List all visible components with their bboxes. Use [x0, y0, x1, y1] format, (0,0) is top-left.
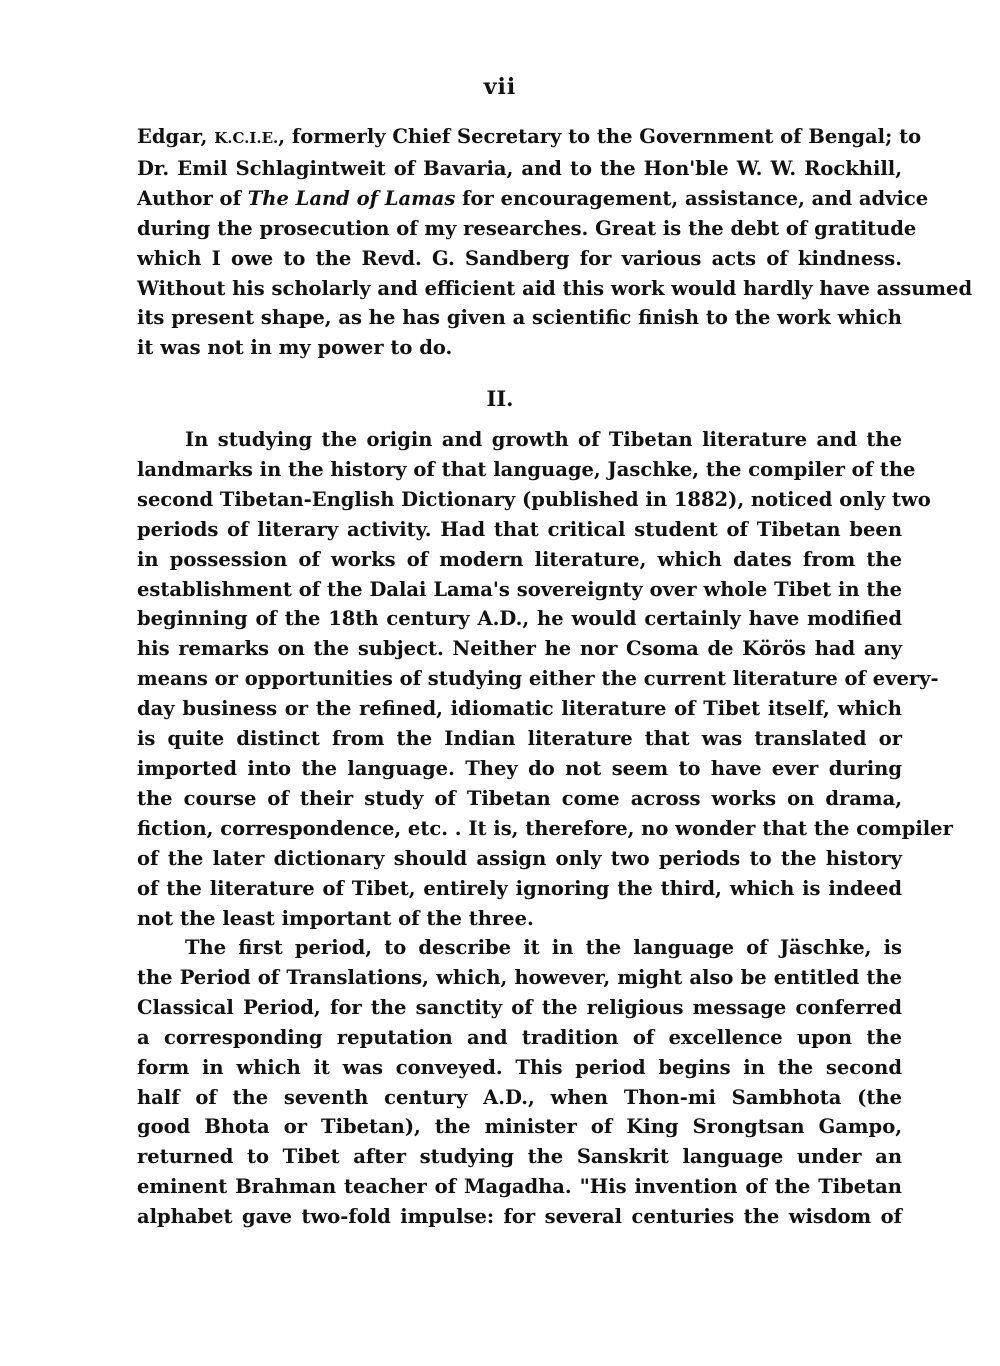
text-line: good Bhota or Tibetan), the minister of King Srongtsan Gampo, — [137, 1115, 902, 1139]
text-line: Edgar, K.C.I.E., formerly Chief Secretary to the Government of Bengal; to — [137, 125, 922, 148]
text-line: day business or the refined, idiomatic literature of Tibet itself, which — [137, 697, 902, 721]
text-line: Classical Period, for the sanctity of the religious message conferred — [137, 995, 902, 1019]
text-line: the Period of Translations, which, however, might also be entitled the — [137, 965, 902, 989]
page-number: vii — [483, 74, 517, 100]
paragraph-acknowledgements — [137, 122, 973, 363]
text-line: Author of The Land of Lamas for encouragement, assistance, and advice — [137, 186, 929, 210]
text-line: beginning of the 18th century A.D., he would certainly have modified — [137, 607, 902, 631]
text-line: Without his scholarly and efficient aid this work would hardly have assumed — [137, 276, 973, 300]
text-line: alphabet gave two-fold impulse: for several centuries the wisdom of — [137, 1205, 902, 1229]
text-line: not the least important of the three. — [137, 906, 534, 930]
text-line: form in which it was conveyed. This period begins in the second — [137, 1055, 902, 1079]
text-line: of the literature of Tibet, entirely ignoring the third, which is indeed — [137, 876, 902, 900]
text-line: landmarks in the history of that language, Jaschke, the compiler of the — [137, 457, 916, 481]
section-heading: II. — [486, 386, 514, 411]
paragraph-first-period — [137, 933, 902, 1232]
text-line: a corresponding reputation and tradition of excellence upon the — [137, 1025, 902, 1049]
text-line: its present shape, as he has given a scientific finish to the work which — [137, 306, 902, 330]
text-line: Dr. Emil Schlagintweit of Bavaria, and to the Hon'ble W. W. Rockhill, — [137, 156, 902, 180]
text-line: which I owe to the Revd. G. Sandberg for various acts of kindness. — [137, 246, 902, 270]
text-line: imported into the language. They do not seem to have ever during — [137, 756, 902, 780]
text-line: it was not in my power to do. — [137, 336, 453, 360]
text-line: In studying the origin and growth of Tibetan literature and the — [185, 428, 902, 451]
text-line: fiction, correspondence, etc. . It is, therefore, no wonder that the compiler — [137, 816, 953, 840]
text-line: The first period, to describe it in the language of Jäschke, is — [185, 936, 902, 959]
text-line: periods of literary activity. Had that critical student of Tibetan been — [137, 517, 902, 541]
text-line: half of the seventh century A.D., when Thon-mi Sambhota (the — [137, 1085, 902, 1109]
text-line: of the later dictionary should assign only two periods to the history — [137, 846, 902, 870]
text-line: in possession of works of modern literature, which dates from the — [137, 547, 902, 571]
text-line: second Tibetan-English Dictionary (published in 1882), noticed only two — [137, 487, 931, 511]
text-line: eminent Brahman teacher of Magadha. "His invention of the Tibetan — [137, 1175, 902, 1199]
text-line: during the prosecution of my researches. Great is the debt of gratitude — [137, 216, 917, 240]
text-line: his remarks on the subject. Neither he nor Csoma de Körös had any — [137, 637, 902, 661]
book-title: The Land of Lamas — [247, 186, 456, 210]
text-line: means or opportunities of studying either the current literature of every- — [137, 667, 939, 691]
text-line: is quite distinct from the Indian literature that was translated or — [137, 727, 902, 751]
text-line: returned to Tibet after studying the Sanskrit language under an — [137, 1145, 902, 1169]
text-line: the course of their study of Tibetan come across works on drama, — [137, 786, 902, 810]
text-line: establishment of the Dalai Lama's sovereignty over whole Tibet in the — [137, 577, 902, 601]
paragraph-literature-history — [137, 425, 953, 933]
